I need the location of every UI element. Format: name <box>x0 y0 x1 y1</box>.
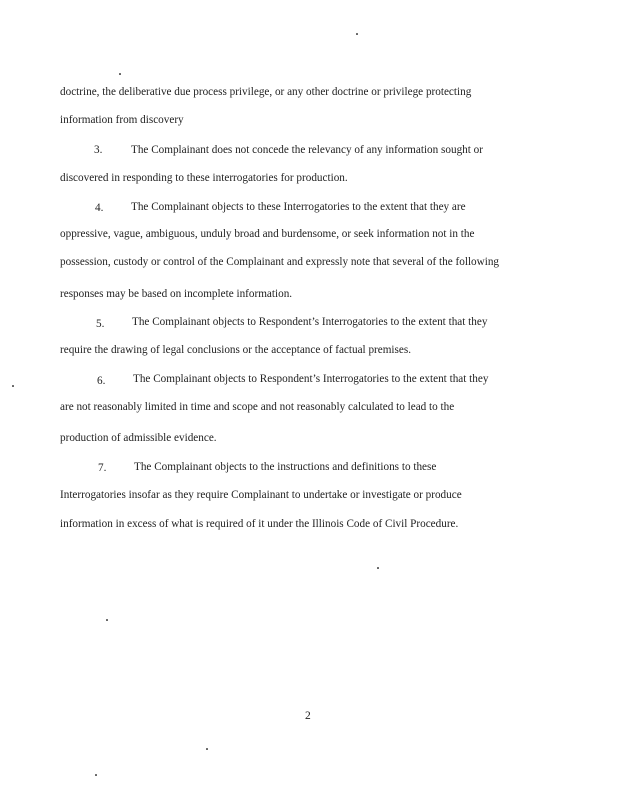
scan-speck <box>356 33 358 35</box>
scan-speck <box>119 73 121 75</box>
scan-speck <box>95 774 97 776</box>
paragraph-3-number: 3. <box>94 144 103 156</box>
paragraph-5-number: 5. <box>96 318 105 330</box>
paragraph-4-number: 4. <box>95 202 104 214</box>
paragraph-6-number: 6. <box>97 375 106 387</box>
paragraph-6-line-1: The Complainant objects to Respondent’s Interrogatories to the extent that they <box>133 373 489 385</box>
paragraph-7-line-1: The Complainant objects to the instructions and definitions to these <box>134 461 437 473</box>
paragraph-7-line-2: Interrogatories insofar as they require Complainant to undertake or investigate or produce <box>60 489 462 501</box>
paragraph-2-line-2: information from discovery <box>60 114 184 126</box>
paragraph-4-line-3: possession, custody or control of the Complainant and expressly note that several of the following <box>60 256 500 268</box>
scan-speck <box>377 567 379 569</box>
scan-speck <box>106 619 108 621</box>
scan-speck <box>206 748 208 750</box>
paragraph-5-line-2: require the drawing of legal conclusions or the acceptance of factual premises. <box>60 344 412 356</box>
scan-speck <box>12 385 14 387</box>
paragraph-4-line-1: The Complainant objects to these Interrogatories to the extent that they are <box>131 201 466 213</box>
paragraph-7-line-3: information in excess of what is required of it under the Illinois Code of Civil Procedure. <box>60 518 459 530</box>
paragraph-5-line-1: The Complainant objects to Respondent’s Interrogatories to the extent that they <box>132 316 488 328</box>
paragraph-4-line-2: oppressive, vague, ambiguous, unduly broad and burdensome, or seek information not in the <box>60 228 475 240</box>
paragraph-2-line-1: doctrine, the deliberative due process privilege, or any other doctrine or privilege protecting <box>60 86 472 98</box>
page-number: 2 <box>305 710 311 722</box>
paragraph-7-number: 7. <box>98 462 107 474</box>
paragraph-6-line-3: production of admissible evidence. <box>60 432 217 444</box>
paragraph-3-line-1: The Complainant does not concede the relevancy of any information sought or <box>131 144 483 156</box>
paragraph-3-line-2: discovered in responding to these interrogatories for production. <box>60 172 348 184</box>
paragraph-4-line-4: responses may be based on incomplete information. <box>60 288 293 300</box>
paragraph-6-line-2: are not reasonably limited in time and scope and not reasonably calculated to lead to the <box>60 401 455 413</box>
